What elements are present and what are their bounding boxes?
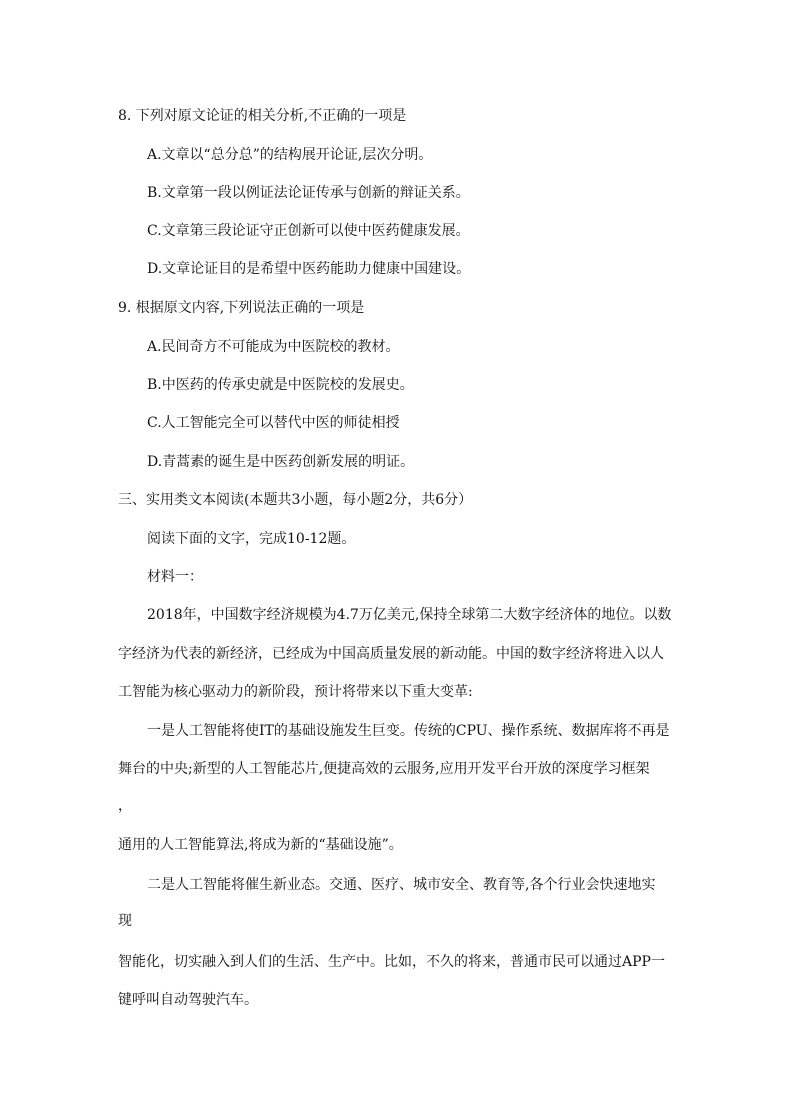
question-8-option-a: A.文章以“总分总”的结构展开论证,层次分明。 <box>147 147 433 163</box>
paragraph-line: 舞台的中央;新型的人工智能芯片,便捷高效的云服务,应用开发平台开放的深度学习框架 <box>118 761 650 777</box>
paragraph-line: 工智能为核心驱动力的新阶段，预计将带来以下重大变革: <box>118 684 473 700</box>
question-9-option-d: D.青蒿素的诞生是中医药创新发展的明证。 <box>147 454 415 470</box>
paragraph-line: 现 <box>118 913 132 929</box>
question-9-option-b: B.中医药的传承史就是中医院校的发展史。 <box>147 377 414 393</box>
material-label: 材料一： <box>147 569 203 585</box>
paragraph-line: 字经济为代表的新经济，已经成为中国高质量发展的新动能。中国的数字经济将进入以人 <box>118 646 664 662</box>
paragraph-line: 通用的人工智能算法,将成为新的“基础设施”。 <box>118 837 403 853</box>
question-9-stem: 9. 根据原文内容,下列说法正确的一项是 <box>118 300 365 316</box>
question-9-option-c: C.人工智能完全可以替代中医的师徒相授 <box>147 415 400 431</box>
question-9-option-a: A.民间奇方不可能成为中医院校的教材。 <box>147 339 400 355</box>
question-8-option-c: C.文章第三段论证守正创新可以使中医药健康发展。 <box>147 223 470 239</box>
question-8-option-b: B.文章第一段以例证法论证传承与创新的辩证关系。 <box>147 185 470 201</box>
paragraph-line: 二是人工智能将催生新业态。交通、医疗、城市安全、教育等,各个行业会快速地实 <box>147 877 656 893</box>
question-8-option-d: D.文章论证目的是希望中医药能助力健康中国建设。 <box>147 261 471 277</box>
paragraph-line: 2018年，中国数字经济规模为4.7万亿美元,保持全球第二大数字经济体的地位。以数 <box>147 607 672 623</box>
question-8-stem: 8. 下列对原文论证的相关分析,不正确的一项是 <box>118 108 407 124</box>
section-heading: 三、实用类文本阅读(本题共3小题，每小题2分，共6分） <box>118 492 473 508</box>
paragraph-line: ， <box>118 798 132 814</box>
reading-instruction: 阅读下面的文字，完成10-12题。 <box>147 531 356 547</box>
paragraph-line: 一是人工智能将使IT的基础设施发生巨变。传统的CPU、操作系统、数据库将不再是 <box>147 723 670 739</box>
paragraph-line: 键呼叫自动驾驶汽车。 <box>118 992 258 1008</box>
paragraph-line: 智能化，切实融入到人们的生活、生产中。比如，不久的将来，普通市民可以通过APP一 <box>118 954 665 970</box>
